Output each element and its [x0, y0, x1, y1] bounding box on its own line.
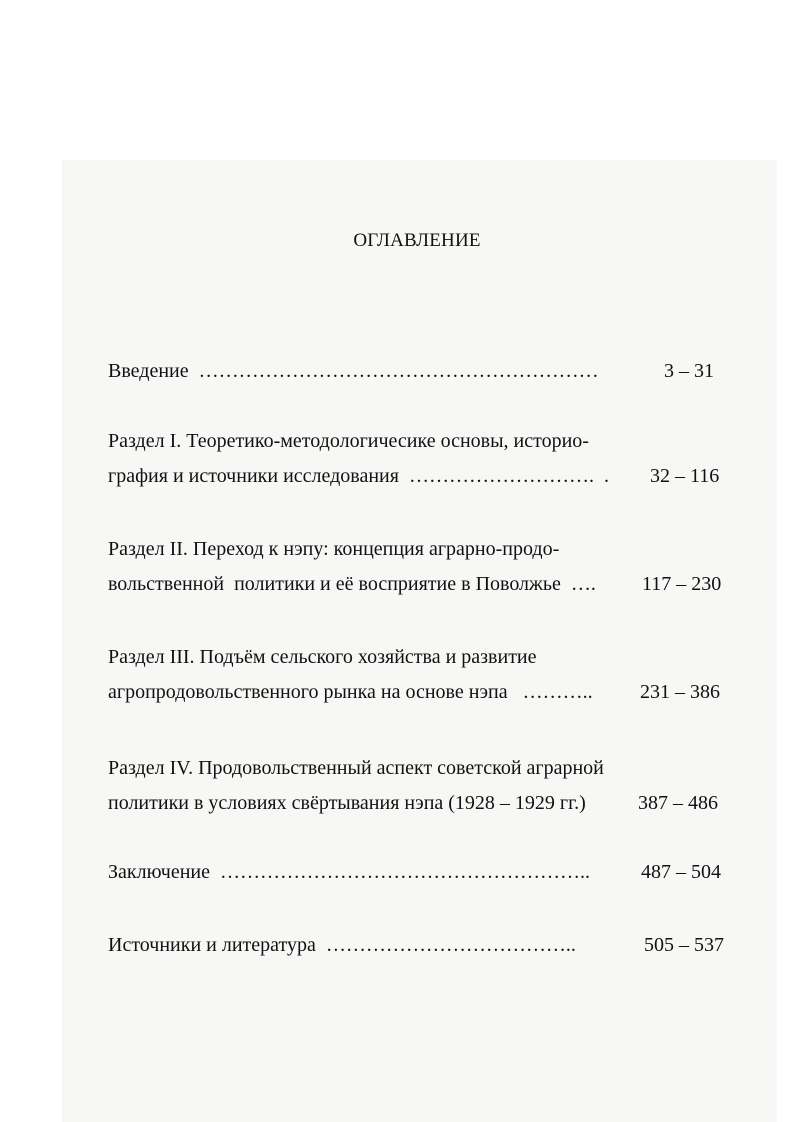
- toc-pages-section-4: 387 – 486: [638, 792, 718, 814]
- toc-entry-sources: Источники и литература ………………………………..: [108, 934, 576, 956]
- toc-pages-section-3: 231 – 386: [640, 681, 720, 703]
- toc-entry-section-1-line-1: Раздел I. Теоретико-методологичесике основы, историо-: [108, 430, 589, 452]
- toc-pages-sources: 505 – 537: [644, 934, 724, 956]
- page-title: ОГЛАВЛЕНИЕ: [353, 230, 481, 251]
- toc-entry-section-4-line-2: политики в условиях свёртывания нэпа (1928 – 1929 гг.): [108, 792, 586, 814]
- toc-pages-conclusion: 487 – 504: [641, 861, 721, 883]
- page-background: [62, 160, 777, 1122]
- toc-entry-section-1-line-2: графия и источники исследования ………………………. .: [108, 465, 609, 487]
- toc-pages-section-1: 32 – 116: [650, 465, 720, 487]
- toc-entry-section-2-line-1: Раздел II. Переход к нэпу: концепция аграрно-продо-: [108, 538, 560, 560]
- toc-entry-section-2-line-2: вольственной политики и её восприятие в Поволжье ….: [108, 573, 596, 595]
- toc-entry-section-3-line-1: Раздел III. Подъём сельского хозяйства и развитие: [108, 646, 537, 668]
- toc-entry-conclusion: Заключение ………………………………………………..: [108, 861, 590, 883]
- toc-entry-section-3-line-2: агропродовольственного рынка на основе нэпа ………..: [108, 681, 593, 703]
- toc-pages-section-2: 117 – 230: [642, 573, 722, 595]
- toc-entry-section-4-line-1: Раздел IV. Продовольственный аспект советской аграрной: [108, 757, 604, 779]
- toc-pages-introduction: 3 – 31: [664, 360, 714, 382]
- toc-entry-introduction: Введение ……………………………………………………: [108, 360, 599, 382]
